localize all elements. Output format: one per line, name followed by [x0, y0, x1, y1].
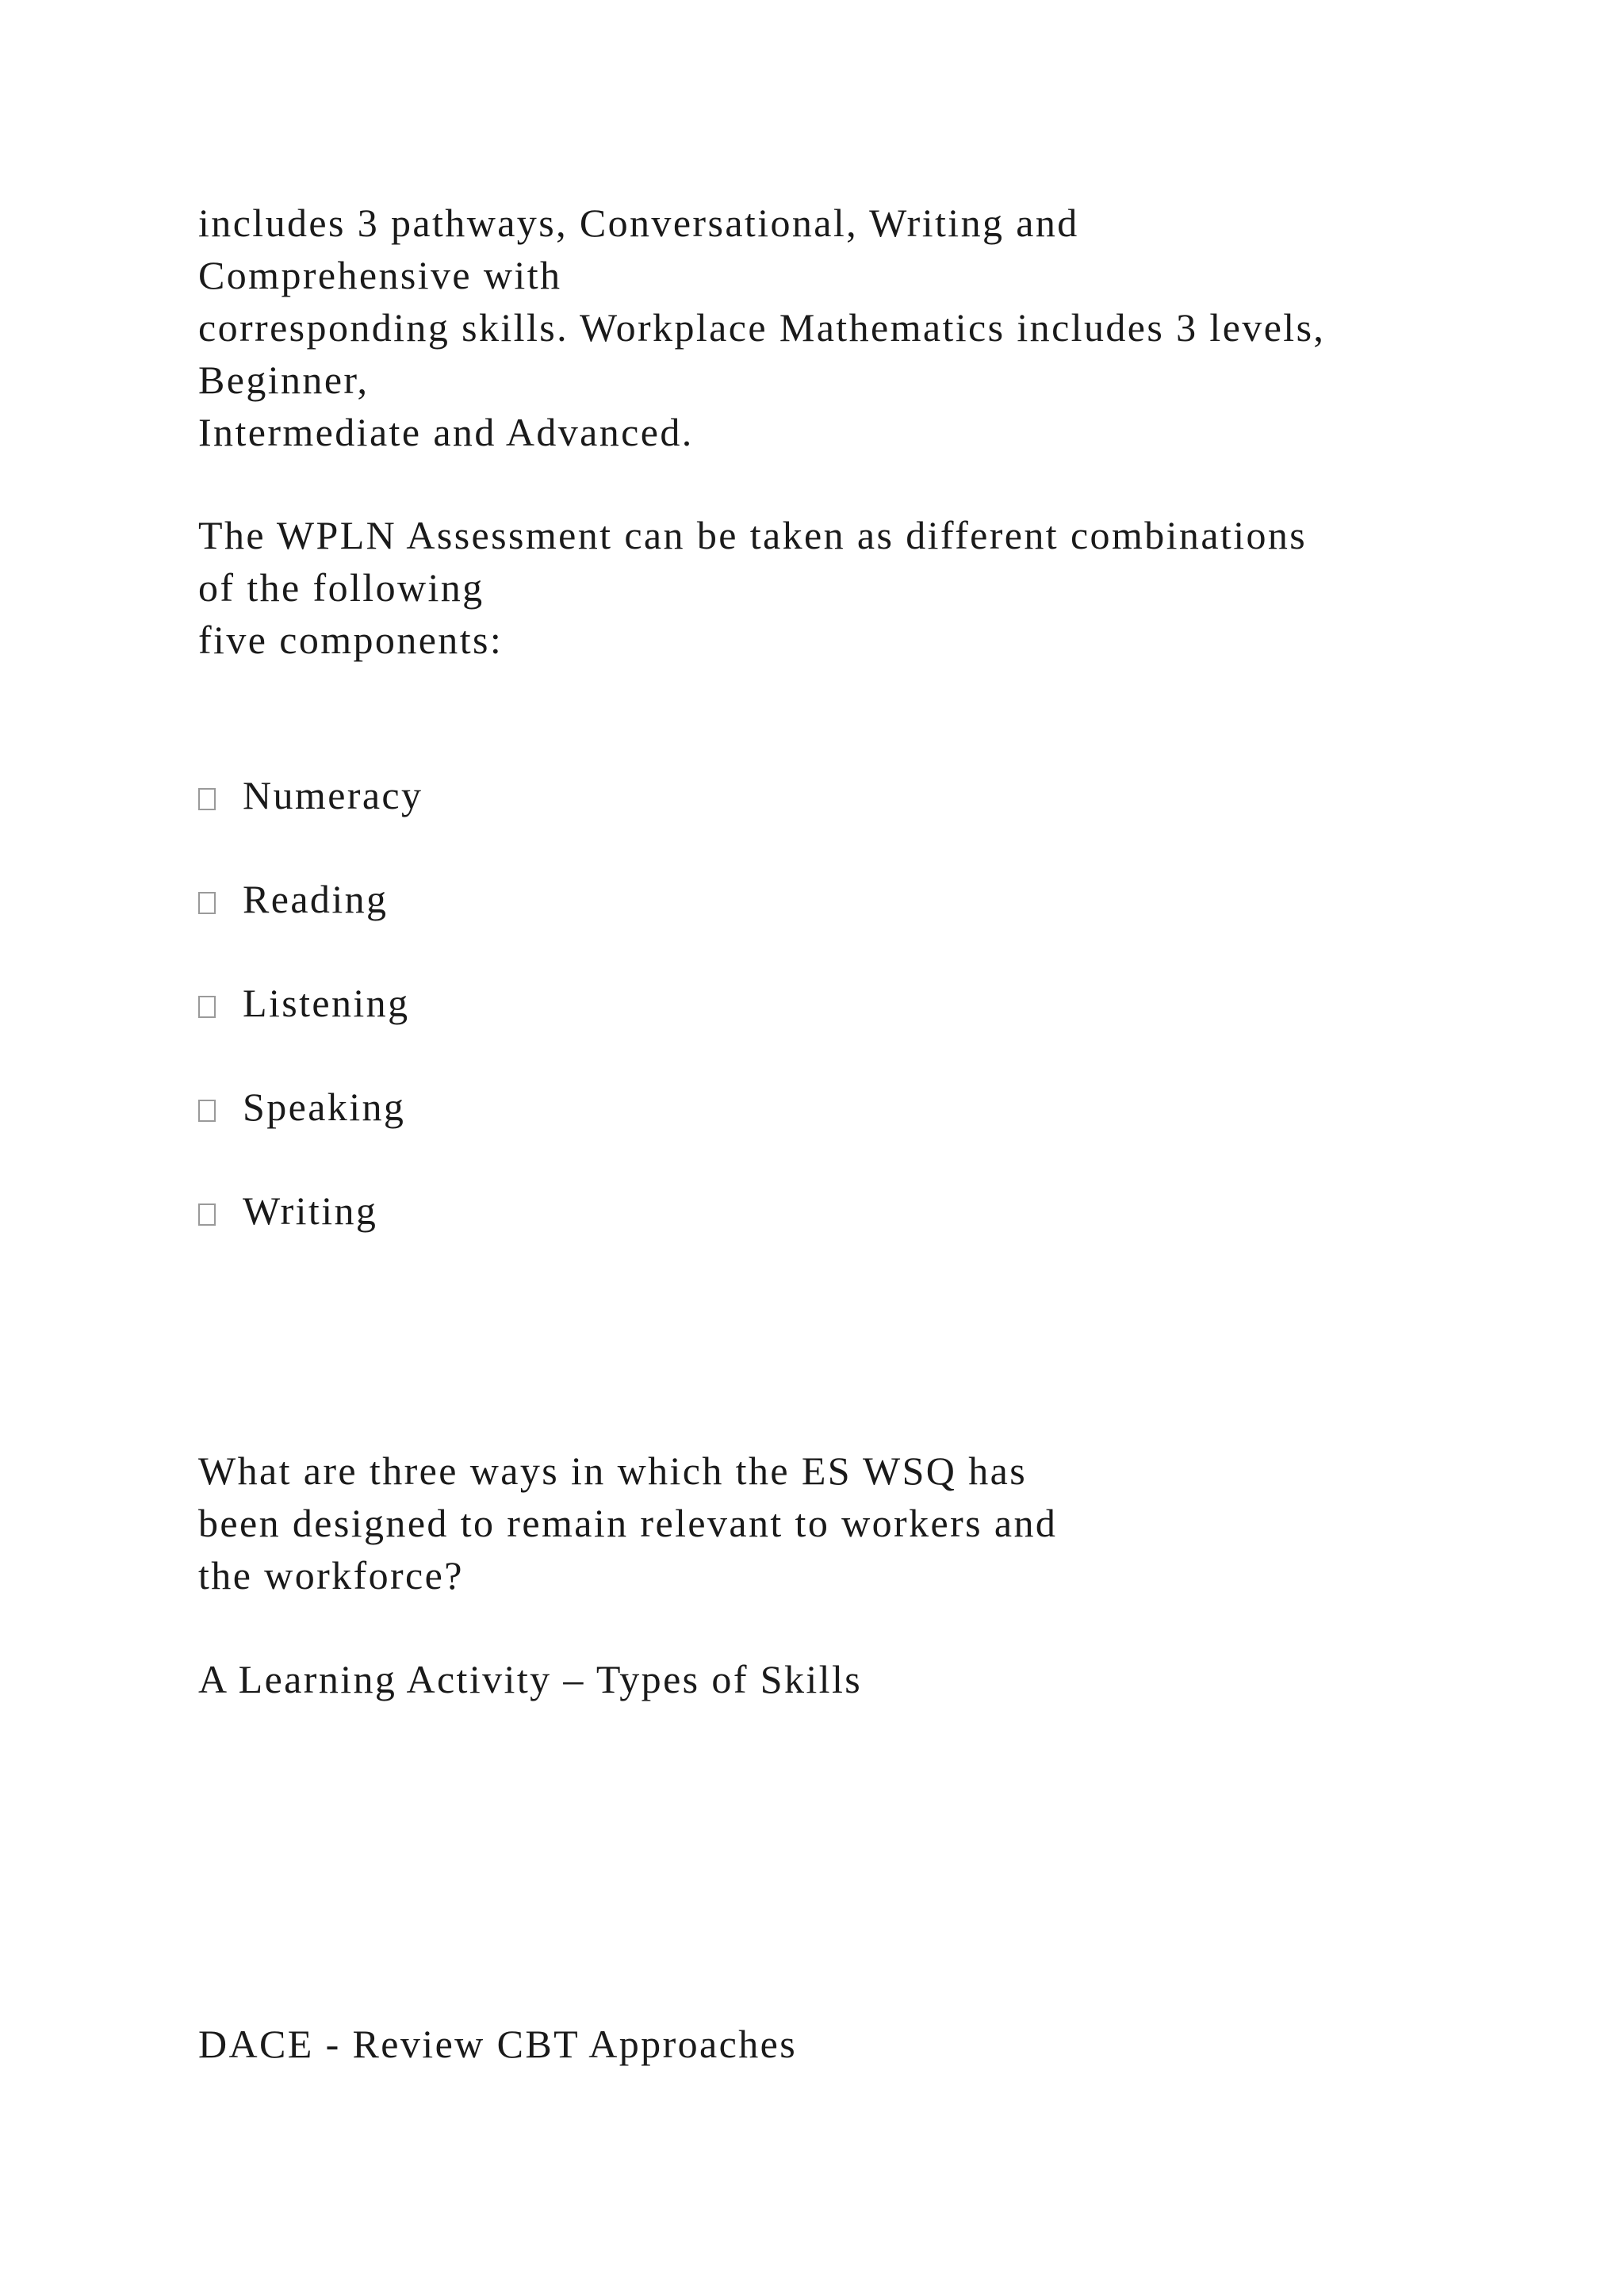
list-item-label: Reading — [243, 877, 389, 921]
activity-heading: A Learning Activity – Types of Skills — [198, 1657, 863, 1701]
list-item-label: Numeracy — [243, 773, 423, 817]
footer-heading: DACE - Review CBT Approaches — [198, 2022, 798, 2066]
list-item — [198, 769, 423, 821]
list-item — [198, 1081, 405, 1133]
text-line: includes 3 pathways, Conversational, Writing and — [198, 201, 1079, 245]
bullet-box-icon — [198, 1100, 216, 1122]
text-line: corresponding skills. Workplace Mathematics includes 3 levels, — [198, 305, 1326, 350]
bullet-box-icon — [198, 892, 216, 914]
bullet-box-icon — [198, 996, 216, 1018]
text-line: five components: — [198, 618, 504, 662]
bullet-box-icon — [198, 1203, 216, 1226]
list-item-label: Listening — [243, 981, 410, 1025]
text-line: Intermediate and Advanced. — [198, 410, 694, 454]
bullet-box-icon — [198, 788, 216, 810]
list-item-label: Speaking — [243, 1085, 406, 1129]
list-item — [198, 873, 388, 925]
text-line: Beginner, — [198, 358, 370, 402]
list-item — [198, 1184, 377, 1237]
text-line: the workforce? — [198, 1553, 464, 1598]
text-line: The WPLN Assessment can be taken as different combinations — [198, 513, 1308, 557]
text-line: What are three ways in which the ES WSQ has — [198, 1448, 1028, 1493]
list-item — [198, 977, 409, 1029]
text-line: of the following — [198, 565, 485, 610]
list-item-label: Writing — [243, 1188, 378, 1233]
text-line: Comprehensive with — [198, 253, 562, 297]
text-line: been designed to remain relevant to workers and — [198, 1501, 1058, 1545]
